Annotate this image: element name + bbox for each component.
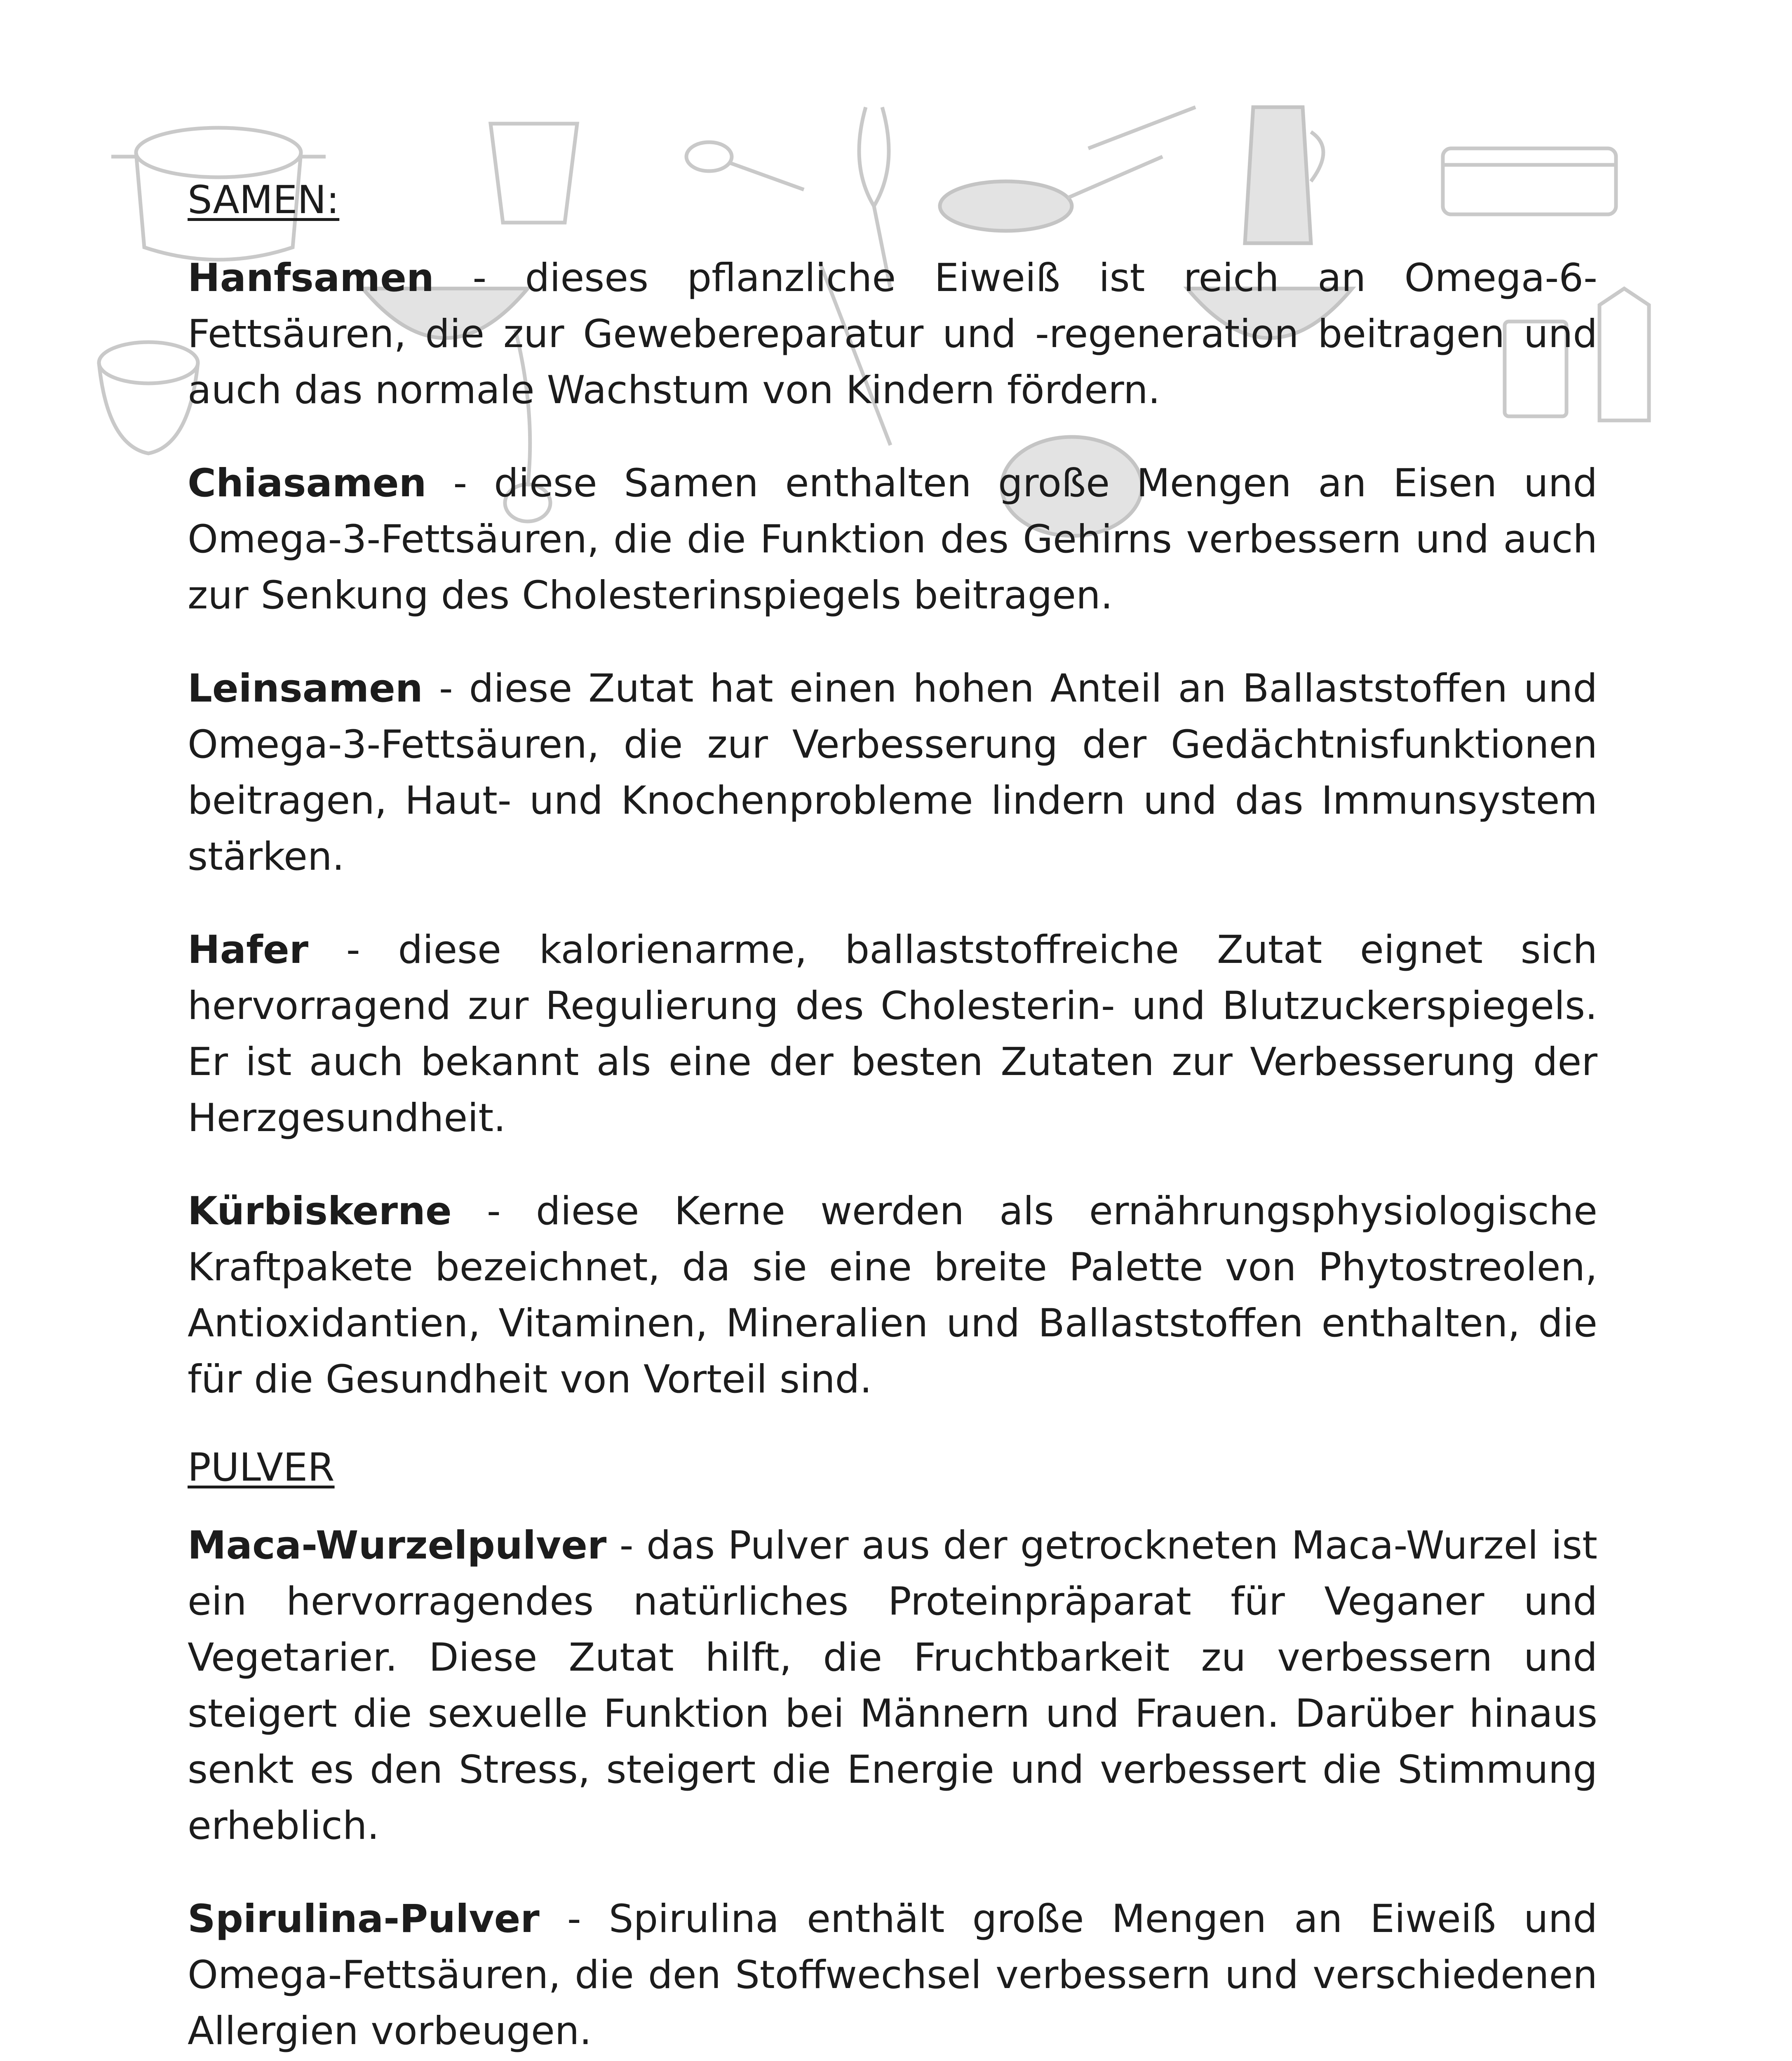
grater-icon bbox=[1599, 289, 1649, 420]
entry-text: - diese Zutat hat einen hohen Anteil an Ballaststoffen und Omega-3-Fettsäuren, die zur Verbesserung der Gedächtnisfunktionen beitragen, Haut- und Knochenprobleme lindern und das Immunsystem stärken. bbox=[188, 666, 1597, 879]
entry-text: - Spirulina enthält große Mengen an Eiweiß und Omega-Fettsäuren, die den Stoffwechsel verbessern und verschiedenen Allergien vorbeugen. bbox=[188, 1896, 1597, 2054]
entry-term: Leinsamen bbox=[188, 666, 423, 711]
section-heading: PULVER bbox=[188, 1445, 335, 1490]
entry-term: Hanfsamen bbox=[188, 255, 434, 300]
knife-icon bbox=[1088, 107, 1195, 148]
entry-maca-wurzelpulver bbox=[188, 1518, 1597, 1854]
entry-text: - diese Samen enthalten große Mengen an Eisen und Omega-3-Fettsäuren, die die Funktion des Gehirns verbessern und auch zur Senkung des Cholesterinspiegels beitragen. bbox=[188, 460, 1597, 618]
entry-spirulina-pulver bbox=[188, 1891, 1597, 2059]
entry-text: - dieses pflanzliche Eiweiß ist reich an Omega-6-Fettsäuren, die zur Gewebereparatur und -regeneration beitragen und auch das normale Wachstum von Kindern fördern. bbox=[188, 255, 1597, 413]
entry-text: - das Pulver aus der getrockneten Maca-Wurzel ist ein hervorragendes natürliches Proteinpräparat für Veganer und Vegetarier. Diese Zutat hilft, die Fruchtbarkeit zu verbessern und steigert die sexuelle Funktion bei Männern und Frauen. Darüber hinaus senkt es den Stress, steigert die Energie und verbessert die Stimmung erheblich. bbox=[188, 1523, 1597, 1848]
section-heading: SAMEN: bbox=[188, 178, 340, 223]
page-content bbox=[188, 177, 1597, 2061]
entry-hanfsamen bbox=[188, 250, 1597, 418]
entry-term: Kürbiskerne bbox=[188, 1188, 452, 1234]
section-samen bbox=[188, 177, 1597, 1408]
entry-kuerbiskerne bbox=[188, 1183, 1597, 1408]
entry-term: Spirulina-Pulver bbox=[188, 1896, 540, 1941]
entry-text: - diese Kerne werden als ernährungsphysiologische Kraftpakete bezeichnet, da sie eine breite Palette von Phytostreolen, Antioxidantien, Vitaminen, Mineralien und Ballaststoffen enthalten, die für die Gesundheit von Vorteil sind. bbox=[188, 1188, 1597, 1402]
entry-chiasamen bbox=[188, 455, 1597, 624]
entry-term: Hafer bbox=[188, 927, 309, 972]
entry-hafer bbox=[188, 922, 1597, 1146]
pot-icon bbox=[99, 342, 198, 453]
entry-text: - diese kalorienarme, ballaststoffreiche Zutat eignet sich hervorragend zur Regulierung des Cholesterin- und Blutzuckerspiegels. Er ist auch bekannt als eine der besten Zutaten zur Verbesserung der Herzgesundheit. bbox=[188, 927, 1597, 1141]
entry-leinsamen bbox=[188, 661, 1597, 885]
entry-term: Chiasamen bbox=[188, 460, 427, 506]
section-pulver bbox=[188, 1445, 1597, 2059]
entry-term: Maca-Wurzelpulver bbox=[188, 1523, 607, 1568]
